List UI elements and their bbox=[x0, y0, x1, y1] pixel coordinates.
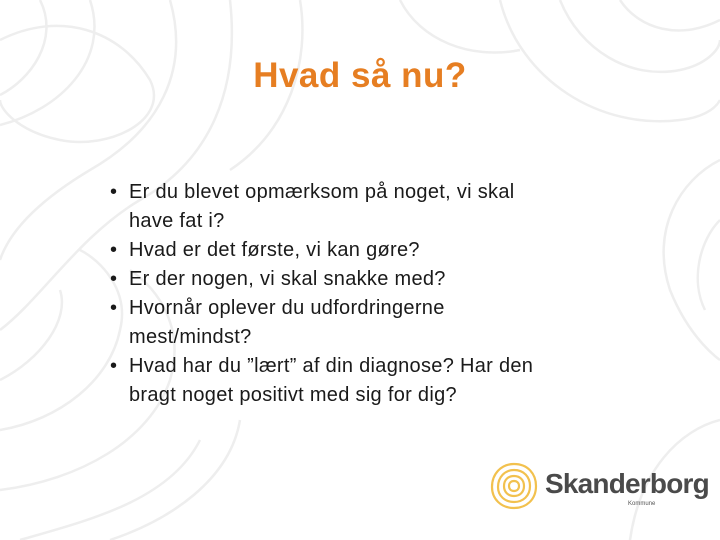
bullet-list bbox=[112, 178, 582, 410]
bullet-icon: • bbox=[110, 239, 118, 261]
bullet-icon: • bbox=[110, 268, 118, 290]
bullet-text-continuation: mest/mindst? bbox=[129, 326, 252, 348]
bullet-item bbox=[112, 352, 582, 410]
bullet-text-continuation: bragt noget positivt med sig for dig? bbox=[129, 384, 457, 406]
bullet-item bbox=[112, 294, 582, 352]
bullet-item bbox=[112, 265, 582, 294]
bullet-text: Er der nogen, vi skal snakke med? bbox=[129, 268, 446, 290]
logo-name: Skanderborg bbox=[545, 468, 709, 499]
bullet-text: Er du blevet opmærksom på noget, vi skal bbox=[129, 181, 515, 203]
bullet-item bbox=[112, 236, 582, 265]
skanderborg-logo bbox=[488, 460, 709, 516]
bullet-text-continuation: have fat i? bbox=[129, 210, 225, 232]
bullet-text: Hvad er det første, vi kan gøre? bbox=[129, 239, 420, 261]
bullet-text: Hvornår oplever du udfordringerne bbox=[129, 297, 445, 319]
bullet-item bbox=[112, 178, 582, 236]
contour-rings-icon bbox=[488, 460, 540, 512]
logo-subtitle: Kommune bbox=[628, 501, 656, 507]
slide-title: Hvad så nu? bbox=[253, 56, 467, 95]
bullet-icon: • bbox=[110, 355, 118, 377]
bullet-text: Hvad har du ”lært” af din diagnose? Har den bbox=[129, 355, 534, 377]
bullet-icon: • bbox=[110, 297, 118, 319]
bullet-icon: • bbox=[110, 181, 118, 203]
